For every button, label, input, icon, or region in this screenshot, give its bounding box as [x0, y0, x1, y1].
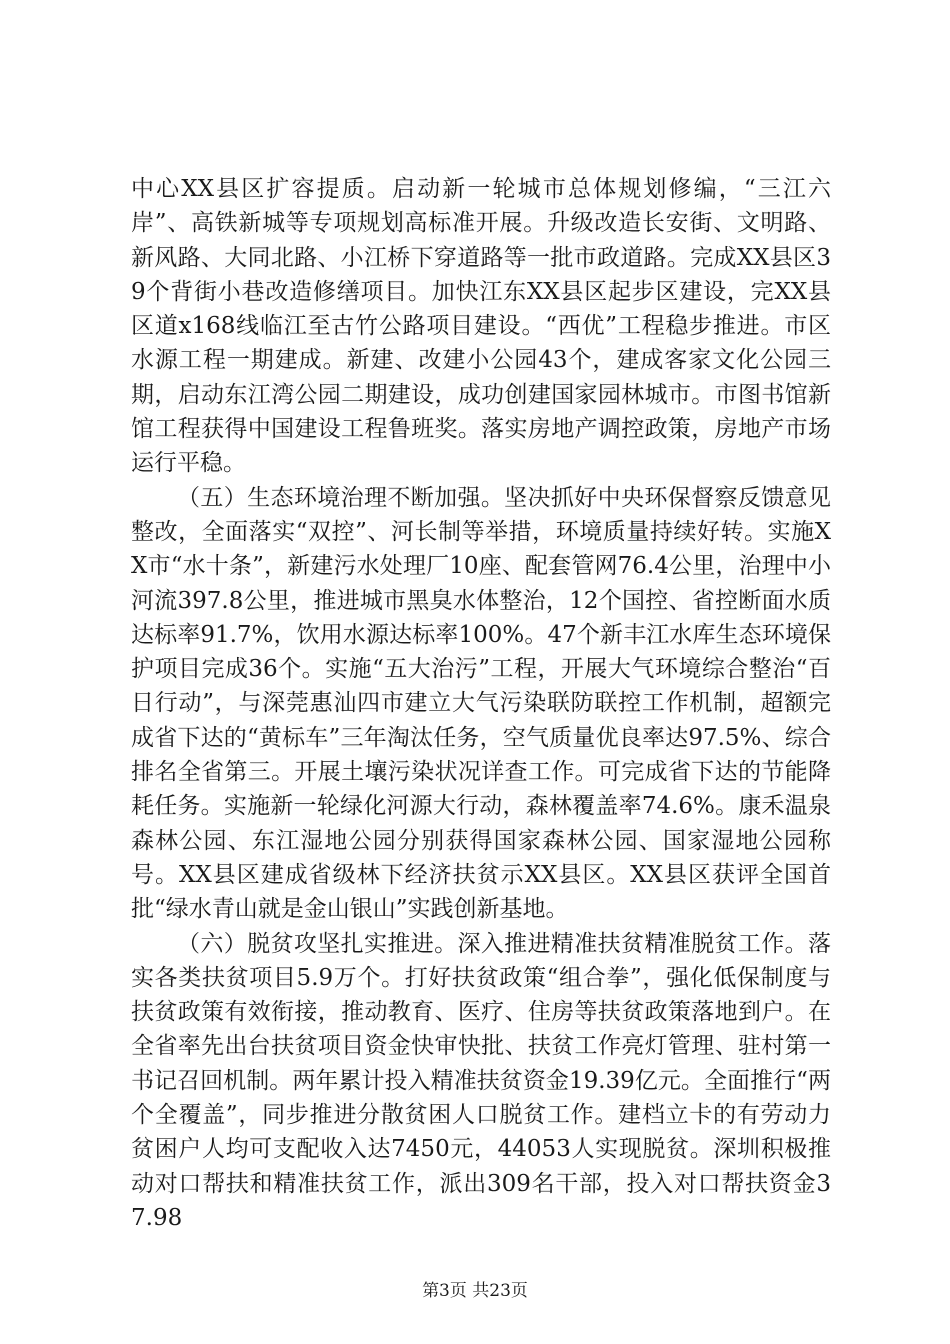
paragraph-ecological-environment: （五）生态环境治理不断加强。坚决抓好中央环保督察反馈意见整改，全面落实“双控”、河长制等举措，环境质量持续好转。实施XX市“水十条”，新建污水处理厂10座、配套管网76.4公里，治理中小河流397.8公里，推进城市黑臭水体整治，12个国控、省控断面水质达标率91.7%，饮用水源达标率100%。47个新丰江水库生态环境保护项目完成36个。实施“五大治污”工程，开展大气环境综合整治“百日行动”，与深莞惠汕四市建立大气污染联防联控工作机制，超额完成省下达的“黄标车”三年淘汰任务，空气质量优良率达97.5%、综合排名全省第三。开展土壤污染状况详查工作。可完成省下达的节能降耗任务。实施新一轮绿化河源大行动，森林覆盖率74.6%。康禾温泉森林公园、东江湿地公园分别获得国家森林公园、国家湿地公园称号。XX县区建成省级林下经济扶贫示XX县区。XX县区获评全国首批“绿水青山就是金山银山”实践创新基地。: [131, 484, 831, 923]
document-body: [131, 172, 831, 1235]
paragraph-urban-construction: 中心XX县区扩容提质。启动新一轮城市总体规划修编，“三江六岸”、高铁新城等专项规划高标准开展。升级改造长安街、文明路、新风路、大同北路、小江桥下穿道路等一批市政道路。完成XX县区39个背街小巷改造修缮项目。加快江东XX县区起步区建设，完XX县区道x168线临江至古竹公路项目建设。“西优”工程稳步推进。市区水源工程一期建成。新建、改建小公园43个，建成客家文化公园三期，启动东江湾公园二期建设，成功创建国家园林城市。市图书馆新馆工程获得中国建设工程鲁班奖。落实房地产调控政策，房地产市场运行平稳。: [131, 176, 831, 477]
paragraph-poverty-alleviation: （六）脱贫攻坚扎实推进。深入推进精准扶贫精准脱贫工作。落实各类扶贫项目5.9万个。打好扶贫政策“组合拳”，强化低保制度与扶贫政策有效衔接，推动教育、医疗、住房等扶贫政策落地到户。在全省率先出台扶贫项目资金快审快批、扶贫工作亮灯管理、驻村第一书记召回机制。两年累计投入精准扶贫资金19.39亿元。全面推行“两个全覆盖”，同步推进分散贫困人口脱贫工作。建档立卡的有劳动力贫困户人均可支配收入达7450元，44053人实现脱贫。深圳积极推动对口帮扶和精准扶贫工作，派出309名干部，投入对口帮扶资金37.98: [131, 930, 831, 1231]
page-footer: 第3页 共23页: [422, 1281, 528, 1301]
